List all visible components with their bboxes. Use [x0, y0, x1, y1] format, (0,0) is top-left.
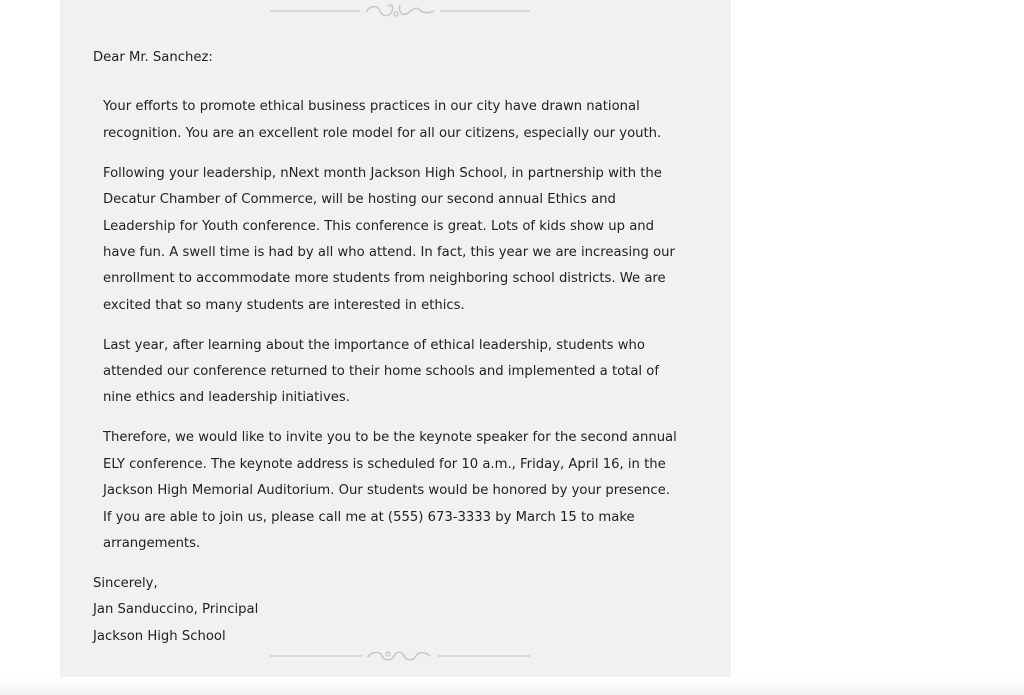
letter-greeting: Dear Mr. Sanchez: — [93, 50, 213, 65]
paragraph-line: Last year, after learning about the importance of ethical leadership, students who — [103, 337, 645, 353]
paragraph-2 — [93, 161, 713, 319]
paragraph-3 — [93, 333, 713, 412]
paragraph-line: excited that so many students are interested in ethics. — [103, 297, 465, 313]
letter-page — [60, 0, 731, 677]
paragraph-line: Jackson High Memorial Auditorium. Our students would be honored by your presence. — [103, 483, 670, 499]
flourish-divider-icon — [270, 648, 530, 664]
paragraph-4 — [93, 425, 713, 557]
paragraph-line: recognition. You are an excellent role model for all our citizens, especially our youth. — [103, 125, 662, 141]
paragraph-line: Following your leadership, nNext month Jackson High School, in partnership with the — [103, 165, 662, 181]
paragraph-line: have fun. A swell time is had by all who attend. In fact, this year we are increasing our — [103, 244, 675, 260]
paragraph-line: If you are able to join us, please call me at (555) 673-3333 by March 15 to make — [103, 509, 635, 525]
paragraph-line: nine ethics and leadership initiatives. — [103, 390, 350, 406]
paragraph-line: arrangements. — [103, 536, 201, 551]
signer-organization: Jackson High School — [93, 628, 226, 644]
paragraph-line: ELY conference. The keynote address is scheduled for 10 a.m., Friday, April 16, in the — [103, 456, 666, 472]
paragraph-line: Therefore, we would like to invite you to be the keynote speaker for the second annual — [103, 430, 677, 446]
paragraph-line: enrollment to accommodate more students from neighboring school districts. We are — [103, 271, 666, 287]
paragraph-1 — [93, 94, 713, 147]
letter-closing — [93, 571, 713, 650]
paragraph-line: Your efforts to promote ethical business practices in our city have drawn national — [103, 99, 640, 115]
paragraph-line: Decatur Chamber of Commerce, will be hosting our second annual Ethics and — [103, 192, 616, 208]
signer-name: Jan Sanduccino, Principal — [93, 602, 259, 618]
valediction: Sincerely, — [93, 575, 158, 591]
flourish-divider-icon — [270, 3, 530, 19]
paragraph-line: Leadership for Youth conference. This conference is great. Lots of kids show up and — [103, 218, 655, 234]
letter-body — [93, 45, 713, 650]
page-bottom-edge — [0, 678, 1024, 695]
paragraph-line: attended our conference returned to their home schools and implemented a total of — [103, 364, 659, 380]
